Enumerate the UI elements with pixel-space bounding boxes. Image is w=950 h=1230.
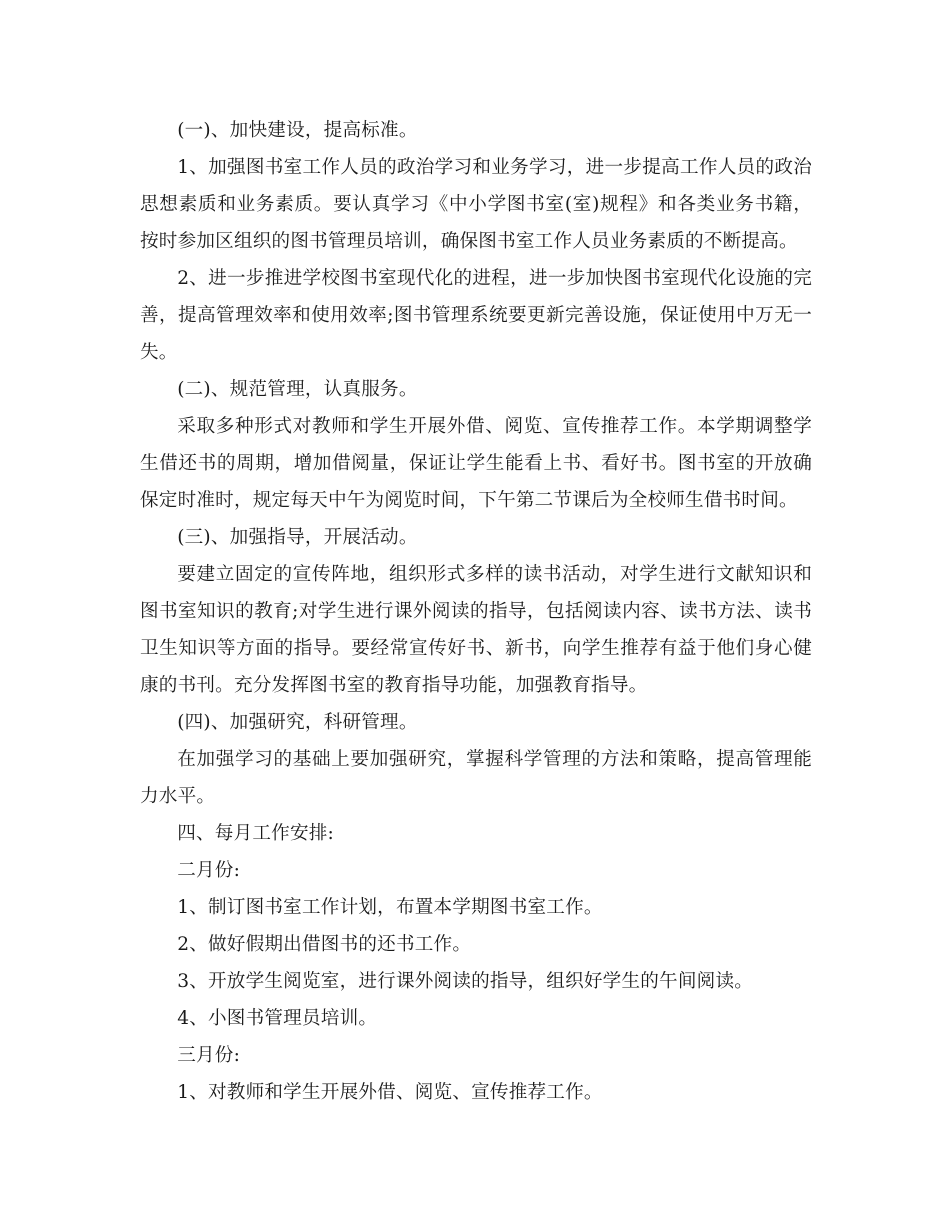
section-heading-monthly: 四、每月工作安排: bbox=[177, 823, 335, 844]
list-item: 2、做好假期出借图书的还书工作。 bbox=[177, 934, 472, 955]
list-item: 3、开放学生阅览室，进行课外阅读的指导，组织好学生的午间阅读。 bbox=[177, 971, 754, 992]
paragraph: 要建立固定的宣传阵地，组织形式多样的读书活动，对学生进行文献知识和图书室知识的教育;对学生进行课外阅读的指导，包括阅读内容、读书方法、读书卫生知识等方面的指导。要经常宣传好书、新书，向学生推荐有益于他们身心健康的书刊。充分发挥图书室的教育指导功能，加强教育指导。 bbox=[140, 564, 812, 696]
section-heading-1: (一)、加快建设，提高标准。 bbox=[177, 120, 418, 141]
paragraph: 在加强学习的基础上要加强研究，掌握科学管理的方法和策略，提高管理能力水平。 bbox=[140, 749, 812, 807]
paragraph: 2、进一步推进学校图书室现代化的进程，进一步加快图书室现代化设施的完善，提高管理效率和使用效率;图书管理系统要更新完善设施，保证使用中万无一失。 bbox=[140, 268, 812, 363]
paragraph: 1、加强图书室工作人员的政治学习和业务学习，进一步提高工作人员的政治思想素质和业务素质。要认真学习《中小学图书室(室)规程》和各类业务书籍，按时参加区组织的图书管理员培训，确保图书室工作人员业务素质的不断提高。 bbox=[140, 157, 812, 252]
list-item: 1、对教师和学生开展外借、阅览、宣传推荐工作。 bbox=[177, 1082, 603, 1103]
month-heading-march: 三月份: bbox=[177, 1045, 241, 1066]
document-body bbox=[140, 112, 812, 1111]
section-heading-2: (二)、规范管理，认真服务。 bbox=[177, 379, 418, 400]
section-heading-4: (四)、加强研究，科研管理。 bbox=[177, 712, 418, 733]
list-item: 4、小图书管理员培训。 bbox=[177, 1008, 378, 1029]
list-item: 1、制订图书室工作计划，布置本学期图书室工作。 bbox=[177, 897, 603, 918]
section-heading-3: (三)、加强指导，开展活动。 bbox=[177, 527, 418, 548]
month-heading-february: 二月份: bbox=[177, 860, 241, 881]
paragraph: 采取多种形式对教师和学生开展外借、阅览、宣传推荐工作。本学期调整学生借还书的周期，增加借阅量，保证让学生能看上书、看好书。图书室的开放确保定时准时，规定每天中午为阅览时间，下午第二节课后为全校师生借书时间。 bbox=[140, 416, 812, 511]
